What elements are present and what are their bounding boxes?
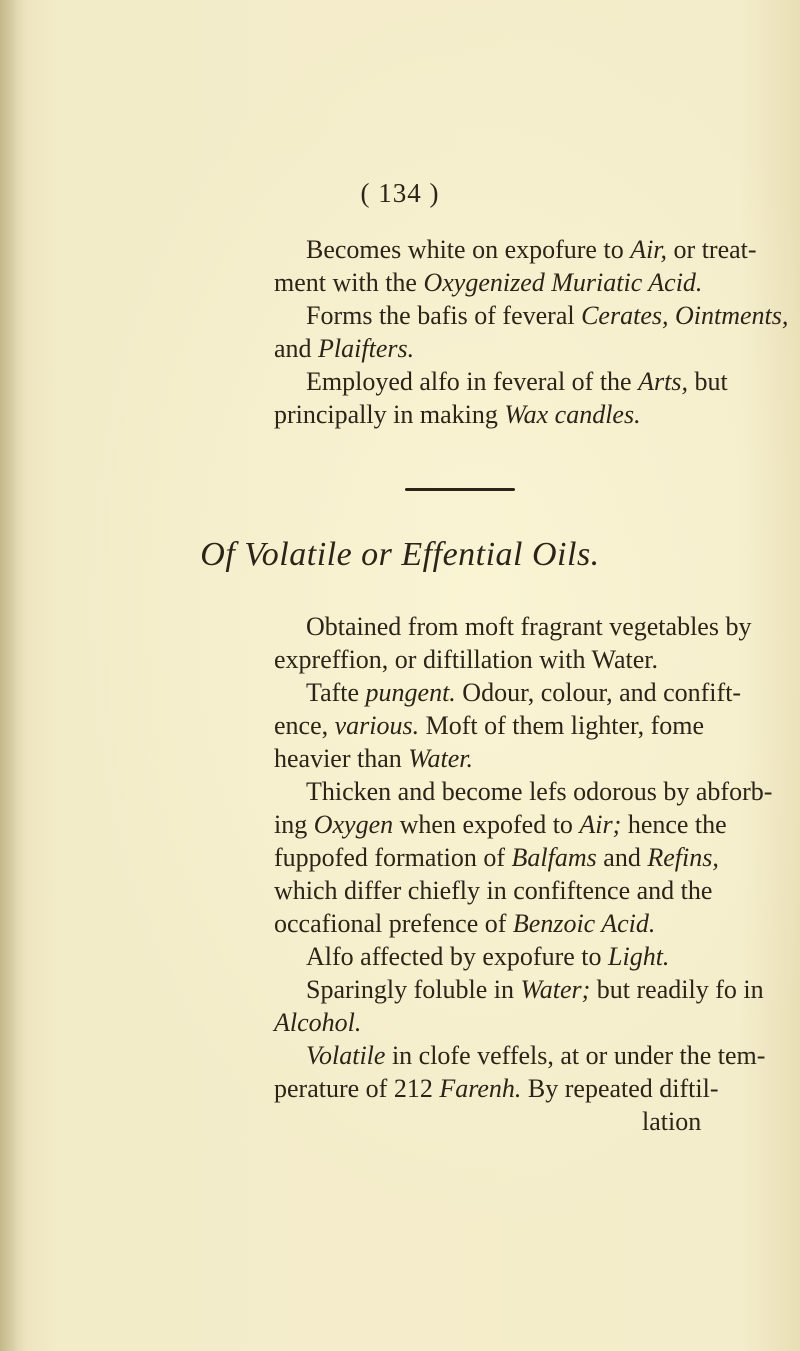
text-line: Becomes white on expofure to Air, or treat- xyxy=(306,235,757,264)
catchword: lation xyxy=(642,1107,702,1136)
text-line: Obtained from moft fragrant vegetables by xyxy=(306,612,752,641)
text-line: and Plaifters. xyxy=(274,334,415,363)
text-line: expreffion, or diftillation with Water. xyxy=(274,645,658,674)
text-line: ment with the Oxygenized Muriatic Acid. xyxy=(274,268,703,297)
text-line: Volatile in clofe veffels, at or under the tem- xyxy=(306,1041,766,1070)
text-line: Sparingly foluble in Water; but readily fo in xyxy=(306,975,764,1004)
text-line: principally in making Wax candles. xyxy=(274,400,641,429)
text-line: ence, various. Moft of them lighter, fome xyxy=(274,711,705,740)
section-heading: Of Volatile or Effential Oils. xyxy=(200,536,600,573)
text-line: heavier than Water. xyxy=(274,744,474,773)
page-number: ( 134 ) xyxy=(360,178,440,208)
text-line: occafional prefence of Benzoic Acid. xyxy=(274,909,656,938)
text-line: perature of 212 Farenh. By repeated diftil- xyxy=(274,1074,719,1103)
text-line: which differ chiefly in confiftence and the xyxy=(274,876,713,905)
text-line: Employed alfo in feveral of the Arts, but xyxy=(306,367,728,396)
text-line: ing Oxygen when expofed to Air; hence the xyxy=(274,810,727,839)
section-divider-rule xyxy=(405,488,515,491)
text-line: Forms the bafis of feveral Cerates, Ointments, xyxy=(306,301,789,330)
text-line: Tafte pungent. Odour, colour, and confift- xyxy=(306,678,742,707)
text-line: Alcohol. xyxy=(274,1008,362,1037)
text-line: fuppofed formation of Balfams and Refins, xyxy=(274,843,719,872)
text-line: Alfo affected by expofure to Light. xyxy=(306,942,670,971)
text-line: Thicken and become lefs odorous by abforb- xyxy=(306,777,773,806)
